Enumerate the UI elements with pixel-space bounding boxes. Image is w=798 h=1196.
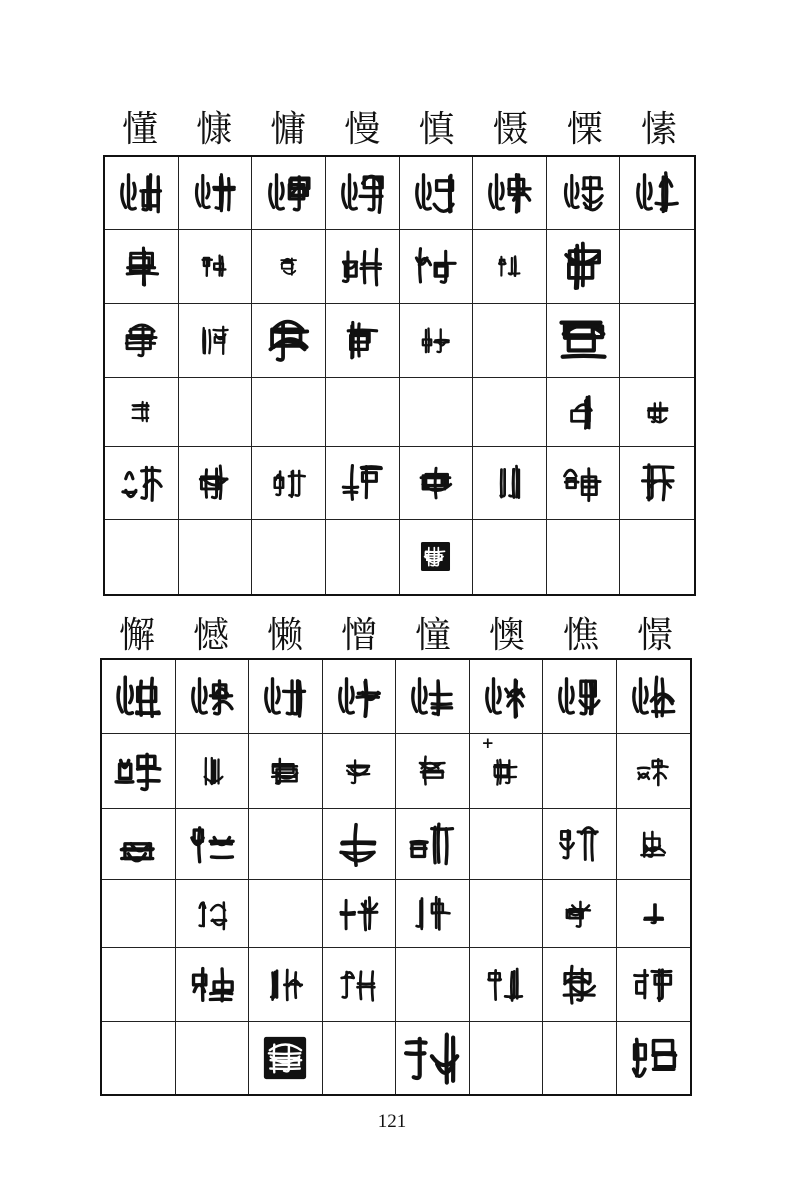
seal-glyph	[188, 960, 236, 1008]
glyph-cell	[400, 520, 474, 595]
glyph-cell	[400, 157, 474, 230]
empty-cell	[473, 520, 547, 595]
glyph-cell	[547, 157, 621, 230]
empty-cell	[102, 948, 176, 1022]
glyph-cell	[617, 660, 691, 734]
header-character: 憎	[340, 615, 377, 656]
seal-glyph	[262, 314, 316, 368]
seal-glyph	[633, 169, 681, 217]
glyph-cell	[396, 1022, 470, 1095]
empty-cell	[620, 304, 694, 378]
glyph-cell	[396, 660, 470, 734]
empty-cell	[620, 230, 694, 304]
glyph-cell	[323, 880, 397, 948]
page-number: 121	[377, 1111, 407, 1132]
glyph-cell	[620, 447, 694, 520]
glyph-cell	[543, 809, 617, 881]
seal-glyph	[195, 755, 228, 788]
seal-glyph	[412, 169, 460, 217]
seal-glyph	[119, 460, 164, 505]
glyph-cell	[105, 378, 179, 447]
seal-glyph	[340, 318, 385, 363]
seal-glyph	[114, 820, 162, 868]
seal-glyph	[486, 965, 525, 1004]
glyph-cell	[179, 157, 253, 230]
glyph-cell	[252, 447, 326, 520]
seal-glyph	[340, 460, 385, 505]
glyph-cell	[105, 447, 179, 520]
header-character: 愫	[640, 109, 677, 150]
header-character: 慷	[196, 109, 233, 150]
header-character: 慄	[566, 109, 603, 150]
glyph-cell	[617, 948, 691, 1022]
seal-glyph	[413, 244, 458, 289]
glyph-cell	[547, 378, 621, 447]
seal-glyph	[562, 462, 604, 504]
glyph-cell	[396, 809, 470, 881]
seal-glyph	[490, 463, 529, 502]
seal-glyph	[635, 460, 680, 505]
seal-glyph	[261, 673, 309, 721]
seal-glyph	[489, 755, 522, 788]
glyph-cell	[249, 1022, 323, 1095]
glyph-cell	[547, 447, 621, 520]
glyph-cell	[249, 660, 323, 734]
seal-glyph	[338, 169, 386, 217]
header-character: 懊	[488, 615, 525, 656]
glyph-cell	[176, 948, 250, 1022]
seal-glyph	[485, 169, 533, 217]
glyph-cell	[400, 304, 474, 378]
empty-cell	[323, 1022, 397, 1095]
glyph-cell	[105, 304, 179, 378]
seal-glyph	[271, 465, 307, 501]
seal-glyph	[629, 673, 677, 721]
glyph-cell	[620, 378, 694, 447]
seal-glyph	[342, 755, 375, 788]
seal-glyph	[558, 823, 600, 865]
seal-glyph	[113, 746, 164, 797]
glyph-cell	[249, 948, 323, 1022]
seal-stamp-glyph	[261, 1034, 309, 1082]
glyph-cell	[323, 734, 397, 808]
seal-glyph	[333, 819, 384, 870]
seal-glyph	[266, 965, 305, 1004]
seal-glyph	[413, 894, 452, 933]
seal-glyph	[113, 671, 164, 722]
glyph-cell	[470, 660, 544, 734]
seal-glyph	[635, 753, 671, 789]
empty-cell	[470, 1022, 544, 1095]
seal-glyph	[129, 400, 153, 424]
seal-glyph	[408, 820, 456, 868]
glyph-cell	[543, 948, 617, 1022]
glyph-cell	[249, 734, 323, 808]
glyph-cell	[396, 880, 470, 948]
seal-glyph	[419, 324, 452, 357]
glyph-cell	[252, 230, 326, 304]
glyph-cell	[543, 660, 617, 734]
header-character: 憬	[636, 615, 673, 656]
glyph-cell	[473, 157, 547, 230]
header-character: 懒	[266, 615, 303, 656]
glyph-cell	[323, 809, 397, 881]
empty-cell	[102, 880, 176, 948]
seal-glyph	[340, 244, 385, 289]
glyph-cell	[102, 734, 176, 808]
glyph-cell	[326, 447, 400, 520]
empty-cell	[102, 1022, 176, 1095]
seal-glyph	[628, 1032, 679, 1083]
plus-mark: +	[481, 734, 495, 753]
glyph-cell	[547, 304, 621, 378]
glyph-cell	[400, 230, 474, 304]
header-character: 憧	[414, 615, 451, 656]
seal-glyph	[632, 963, 674, 1005]
empty-cell	[396, 948, 470, 1022]
empty-cell	[249, 880, 323, 948]
seal-glyph	[201, 253, 228, 280]
glyph-cell	[105, 230, 179, 304]
glyph-cell	[543, 880, 617, 948]
empty-cell	[249, 809, 323, 881]
glyph-cell	[326, 230, 400, 304]
seal-glyph	[188, 820, 236, 868]
empty-cell	[620, 520, 694, 595]
glyph-cell	[102, 660, 176, 734]
glyph-cell	[176, 880, 250, 948]
empty-cell	[547, 520, 621, 595]
seal-glyph	[265, 169, 313, 217]
seal-glyph	[267, 753, 303, 789]
glyph-cell	[176, 660, 250, 734]
seal-glyph	[640, 900, 667, 927]
glyph-cell	[252, 157, 326, 230]
seal-glyph	[119, 244, 164, 289]
glyph-cell	[176, 809, 250, 881]
glyph-cell	[470, 948, 544, 1022]
glyph-cell	[620, 157, 694, 230]
header-character: 慵	[270, 109, 307, 150]
seal-glyph	[635, 826, 671, 862]
seal-glyph	[561, 170, 606, 215]
empty-cell	[470, 809, 544, 881]
header-character: 憔	[562, 615, 599, 656]
empty-cell	[179, 520, 253, 595]
seal-table-top	[103, 155, 696, 596]
glyph-cell	[617, 1022, 691, 1095]
seal-glyph	[192, 170, 237, 215]
glyph-cell	[105, 157, 179, 230]
glyph-cell	[176, 734, 250, 808]
seal-glyph	[564, 393, 603, 432]
seal-glyph	[338, 893, 380, 935]
glyph-cell	[179, 304, 253, 378]
empty-cell	[470, 880, 544, 948]
empty-cell	[179, 378, 253, 447]
empty-cell	[543, 1022, 617, 1095]
glyph-cell	[326, 304, 400, 378]
header-character: 懈	[118, 615, 155, 656]
seal-glyph	[194, 896, 230, 932]
seal-glyph	[414, 753, 450, 789]
seal-glyph	[117, 169, 165, 217]
seal-glyph	[198, 324, 231, 357]
seal-glyph	[556, 239, 610, 293]
seal-glyph	[557, 962, 602, 1007]
glyph-cell	[179, 447, 253, 520]
seal-glyph	[553, 311, 613, 371]
header-character: 慑	[492, 109, 529, 150]
glyph-cell	[179, 230, 253, 304]
header-row-top	[103, 104, 696, 156]
seal-glyph	[415, 462, 457, 504]
seal-glyph	[555, 673, 603, 721]
seal-glyph	[194, 462, 236, 504]
glyph-cell	[252, 304, 326, 378]
glyph-cell	[396, 734, 470, 808]
glyph-cell	[326, 157, 400, 230]
seal-glyph	[188, 673, 236, 721]
empty-cell	[400, 378, 474, 447]
glyph-cell	[323, 948, 397, 1022]
header-row-bottom	[100, 610, 692, 662]
empty-cell	[543, 734, 617, 808]
header-character: 慢	[344, 109, 381, 150]
seal-glyph	[482, 673, 530, 721]
seal-table-bottom	[100, 658, 692, 1096]
glyph-cell	[102, 809, 176, 881]
header-character: 慎	[418, 109, 455, 150]
empty-cell	[326, 378, 400, 447]
seal-stamp-glyph	[419, 540, 452, 573]
seal-glyph	[339, 965, 378, 1004]
seal-glyph	[402, 1028, 462, 1088]
glyph-cell	[617, 809, 691, 881]
glyph-cell	[547, 230, 621, 304]
glyph-cell	[617, 734, 691, 808]
seal-glyph	[335, 673, 383, 721]
glyph-cell	[323, 660, 397, 734]
empty-cell	[252, 520, 326, 595]
seal-glyph	[408, 673, 456, 721]
glyph-cell	[470, 734, 544, 808]
seal-glyph	[644, 399, 671, 426]
empty-cell	[473, 378, 547, 447]
header-character: 憾	[192, 615, 229, 656]
empty-cell	[105, 520, 179, 595]
empty-cell	[326, 520, 400, 595]
seal-glyph	[120, 320, 162, 362]
empty-cell	[252, 378, 326, 447]
seal-glyph	[497, 254, 521, 278]
seal-glyph	[278, 256, 299, 277]
seal-glyph	[561, 896, 597, 932]
empty-cell	[176, 1022, 250, 1095]
header-character: 懂	[122, 109, 159, 150]
empty-cell	[473, 304, 547, 378]
glyph-cell	[473, 230, 547, 304]
glyph-cell	[400, 447, 474, 520]
glyph-cell	[617, 880, 691, 948]
glyph-cell	[473, 447, 547, 520]
